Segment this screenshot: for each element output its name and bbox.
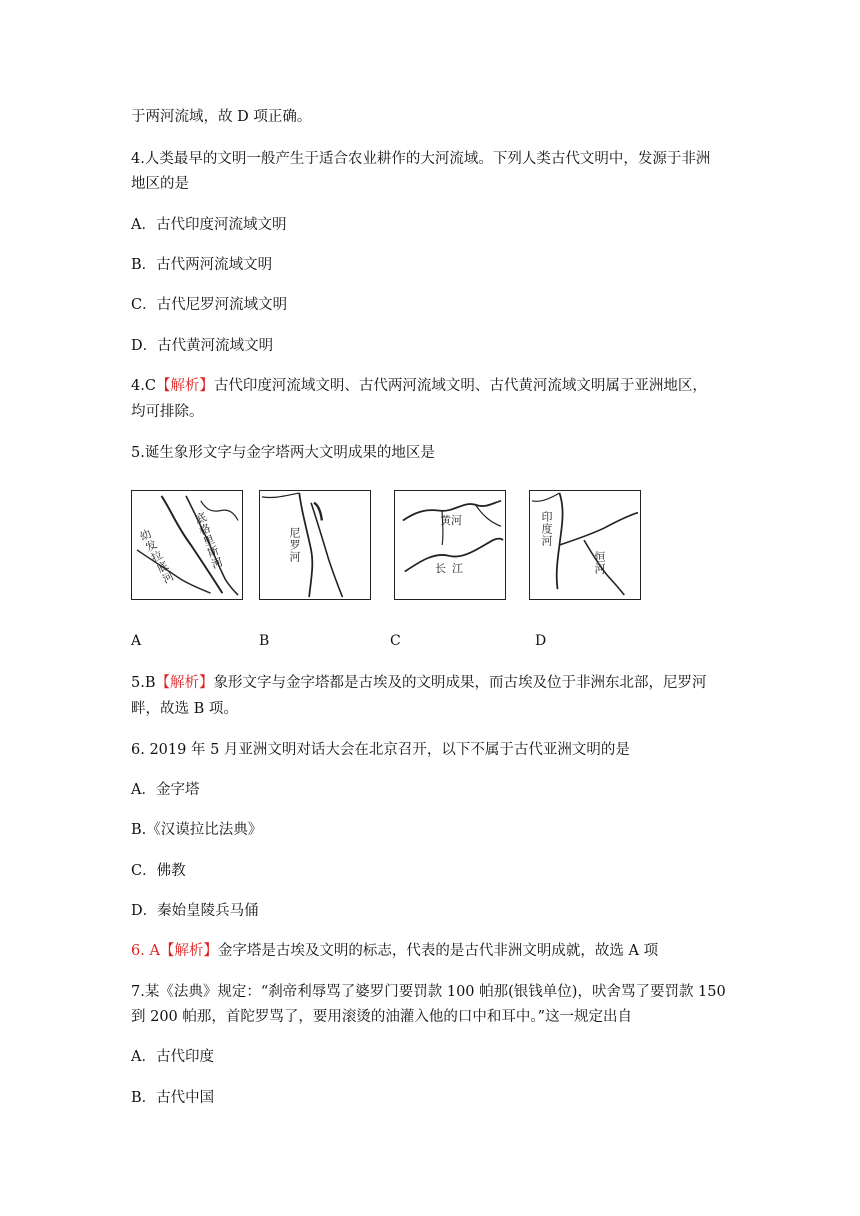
answer-5 [131, 673, 707, 693]
map-b-nile [259, 490, 371, 600]
question-4-option-c: C．古代尼罗河流域文明 [131, 297, 288, 313]
map-label-yangtze: 长江 [435, 562, 469, 575]
map-caption-c: C [390, 633, 401, 649]
analysis-tag: 【解析】 [155, 378, 214, 394]
question-7-option-b: B．古代中国 [131, 1090, 215, 1106]
answer-4 [131, 376, 707, 396]
question-7-option-a: A．古代印度 [131, 1049, 214, 1065]
analysis-tag: 【解析】 [159, 943, 218, 959]
question-4-option-b: B．古代两河流域文明 [131, 257, 273, 273]
answer-5-cont: 畔，故选 B 项。 [131, 701, 238, 717]
question-6-option-b: B.《汉谟拉比法典》 [131, 822, 263, 838]
answer-text: 金字塔是古埃及文明的标志，代表的是古代非洲文明成就，故选 A 项 [217, 943, 659, 959]
question-4-stem-cont: 地区的是 [131, 176, 189, 192]
map-label-tigris: 底格里斯河 [192, 510, 225, 572]
map-label-euphrates: 幼发拉底河 [136, 527, 177, 587]
question-4-stem: 4.人类最早的文明一般产生于适合农业耕作的大河流域。下列人类古代文明中，发源于非洲 [131, 151, 711, 167]
text-line: 于两河流域，故 D 项正确。 [131, 109, 312, 125]
question-4-option-d: D．古代黄河流域文明 [131, 338, 274, 354]
map-label-ganges: 恒河 [593, 551, 606, 575]
answer-text: 象形文字与金字塔都是古埃及的文明成果，而古埃及位于非洲东北部，尼罗河 [213, 675, 707, 691]
answer-6 [131, 941, 658, 961]
map-caption-d: D [535, 633, 547, 649]
map-caption-a: A [131, 633, 142, 649]
map-d-india-rivers [529, 490, 641, 600]
map-a-two-rivers [131, 490, 243, 600]
map-b-drawing [260, 491, 370, 599]
answer-number: 5.B [131, 675, 156, 691]
answer-number: 4.C [131, 378, 156, 394]
question-6-option-a: A．金字塔 [131, 782, 200, 798]
map-label-nile: 尼罗河 [288, 527, 301, 563]
answer-4-cont: 均可排除。 [131, 404, 204, 420]
map-caption-b: B [259, 633, 270, 649]
question-5-stem: 5.诞生象形文字与金字塔两大文明成果的地区是 [131, 445, 435, 461]
map-c-china-rivers [394, 490, 506, 600]
question-7-stem-cont: 到 200 帕那，首陀罗骂了，要用滚烫的油灌入他的口中和耳中。”这一规定出自 [131, 1009, 633, 1025]
question-6-stem: 6. 2019 年 5 月亚洲文明对话大会在北京召开，以下不属于古代亚洲文明的是 [131, 742, 630, 758]
question-6-option-d: D．秦始皇陵兵马俑 [131, 903, 259, 919]
answer-text: 古代印度河流域文明、古代两河流域文明、古代黄河流域文明属于亚洲地区， [213, 378, 707, 394]
question-7-stem: 7.某《法典》规定：“刹帝利辱骂了婆罗门要罚款 100 帕那(银钱单位)，吠舍骂了要罚款 150 [131, 984, 726, 1000]
map-c-drawing [395, 491, 505, 599]
answer-number: 6. A [131, 943, 160, 959]
question-4-option-a: A．古代印度河流域文明 [131, 217, 287, 233]
map-label-yellow-river: 黄河 [440, 514, 462, 527]
question-6-option-c: C．佛教 [131, 863, 186, 879]
map-label-indus: 印度河 [540, 511, 553, 547]
analysis-tag: 【解析】 [155, 675, 214, 691]
